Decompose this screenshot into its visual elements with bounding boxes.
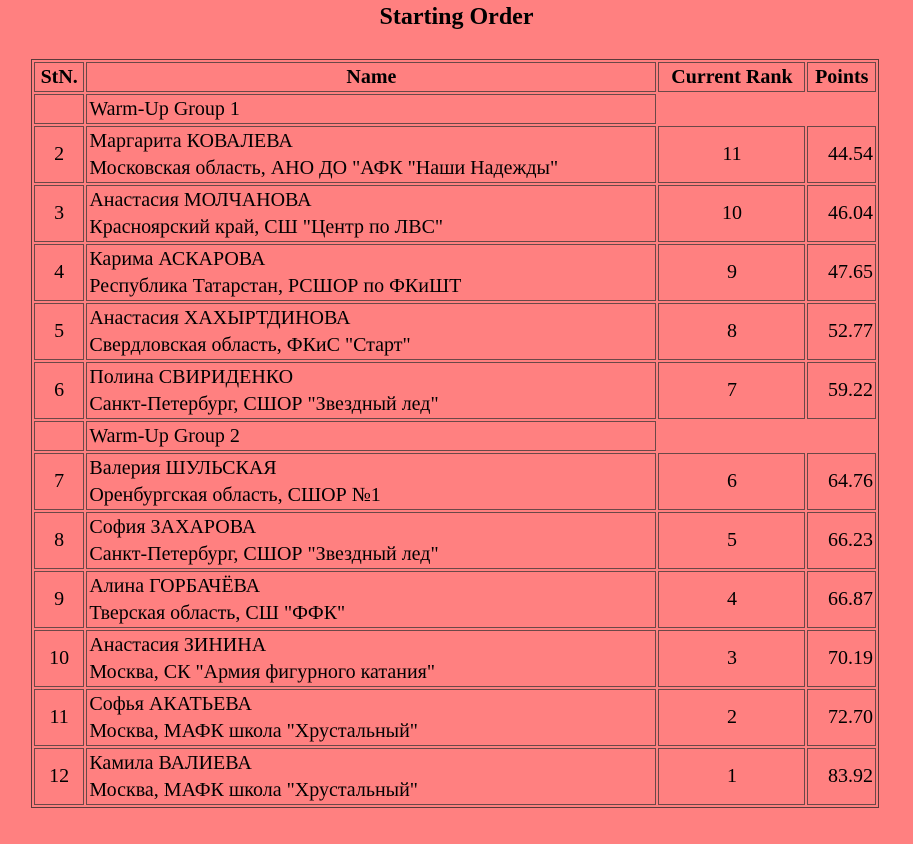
skater-club: Свердловская область, ФКиС "Старт" <box>89 333 411 356</box>
current-rank: 2 <box>658 689 805 746</box>
current-rank: 11 <box>658 126 805 183</box>
table-row <box>34 453 876 510</box>
points: 47.65 <box>807 244 876 301</box>
group-spacer <box>658 421 876 451</box>
points: 52.77 <box>807 303 876 360</box>
start-number: 4 <box>34 244 84 301</box>
skater-name: Анастасия ЗИНИНА <box>89 633 267 656</box>
header-name: Name <box>86 62 656 92</box>
start-number: 11 <box>34 689 84 746</box>
skater-club: Московская область, АНО ДО "АФК "Наши Надежды" <box>89 156 559 179</box>
table-row <box>34 512 876 569</box>
skater-cell <box>86 512 656 569</box>
skater-club: Красноярский край, СШ "Центр по ЛВС" <box>89 215 444 238</box>
current-rank: 6 <box>658 453 805 510</box>
points: 83.92 <box>807 748 876 805</box>
current-rank: 4 <box>658 571 805 628</box>
table-row <box>34 185 876 242</box>
table-row <box>34 630 876 687</box>
table-row <box>34 303 876 360</box>
start-number: 12 <box>34 748 84 805</box>
group-empty-cell <box>34 94 84 124</box>
skater-cell <box>86 362 656 419</box>
warmup-group-row <box>34 421 876 451</box>
table-body <box>34 94 876 805</box>
current-rank: 5 <box>658 512 805 569</box>
skater-cell <box>86 453 656 510</box>
start-number: 2 <box>34 126 84 183</box>
skater-club: Оренбургская область, СШОР №1 <box>89 483 381 506</box>
table-row <box>34 244 876 301</box>
start-number: 6 <box>34 362 84 419</box>
start-number: 5 <box>34 303 84 360</box>
skater-cell <box>86 303 656 360</box>
table-row <box>34 748 876 805</box>
start-number: 10 <box>34 630 84 687</box>
skater-name: Анастасия МОЛЧАНОВА <box>89 188 312 211</box>
warmup-group-row <box>34 94 876 124</box>
skater-club: Москва, СК "Армия фигурного катания" <box>89 660 436 683</box>
skater-cell <box>86 571 656 628</box>
skater-club: Москва, МАФК школа "Хрустальный" <box>89 719 418 742</box>
skater-club: Санкт-Петербург, СШОР "Звездный лед" <box>89 542 439 565</box>
skater-cell <box>86 185 656 242</box>
current-rank: 1 <box>658 748 805 805</box>
points: 66.23 <box>807 512 876 569</box>
table-row <box>34 689 876 746</box>
skater-name: Анастасия ХАХЫРТДИНОВА <box>89 306 351 329</box>
skater-name: Валерия ШУЛЬСКАЯ <box>89 456 277 479</box>
skater-name: Софья АКАТЬЕВА <box>89 692 252 715</box>
current-rank: 3 <box>658 630 805 687</box>
skater-name: Полина СВИРИДЕНКО <box>89 365 294 388</box>
skater-name: София ЗАХАРОВА <box>89 515 257 538</box>
skater-name: Маргарита КОВАЛЕВА <box>89 129 293 152</box>
table-row <box>34 362 876 419</box>
starting-order-table <box>31 59 879 808</box>
start-number: 7 <box>34 453 84 510</box>
points: 72.70 <box>807 689 876 746</box>
points: 44.54 <box>807 126 876 183</box>
start-number: 8 <box>34 512 84 569</box>
points: 59.22 <box>807 362 876 419</box>
header-rank: Current Rank <box>658 62 805 92</box>
group-spacer <box>658 94 876 124</box>
table-header-row <box>34 62 876 92</box>
start-number: 9 <box>34 571 84 628</box>
warmup-group-label: Warm-Up Group 2 <box>86 421 656 451</box>
header-points: Points <box>807 62 876 92</box>
skater-cell <box>86 126 656 183</box>
current-rank: 8 <box>658 303 805 360</box>
points: 46.04 <box>807 185 876 242</box>
current-rank: 10 <box>658 185 805 242</box>
skater-cell <box>86 689 656 746</box>
header-stn: StN. <box>34 62 84 92</box>
skater-name: Карима АСКАРОВА <box>89 247 266 270</box>
skater-cell <box>86 748 656 805</box>
group-empty-cell <box>34 421 84 451</box>
skater-club: Республика Татарстан, РСШОР по ФКиШТ <box>89 274 462 297</box>
skater-club: Санкт-Петербург, СШОР "Звездный лед" <box>89 392 439 415</box>
start-number: 3 <box>34 185 84 242</box>
points: 66.87 <box>807 571 876 628</box>
page-title: Starting Order <box>379 4 534 30</box>
skater-name: Алина ГОРБАЧЁВА <box>89 574 261 597</box>
points: 70.19 <box>807 630 876 687</box>
warmup-group-label: Warm-Up Group 1 <box>86 94 656 124</box>
current-rank: 7 <box>658 362 805 419</box>
skater-name: Камила ВАЛИЕВА <box>89 751 252 774</box>
points: 64.76 <box>807 453 876 510</box>
current-rank: 9 <box>658 244 805 301</box>
table-row <box>34 571 876 628</box>
skater-cell <box>86 630 656 687</box>
table-row <box>34 126 876 183</box>
skater-cell <box>86 244 656 301</box>
skater-club: Тверская область, СШ "ФФК" <box>89 601 346 624</box>
skater-club: Москва, МАФК школа "Хрустальный" <box>89 778 418 801</box>
